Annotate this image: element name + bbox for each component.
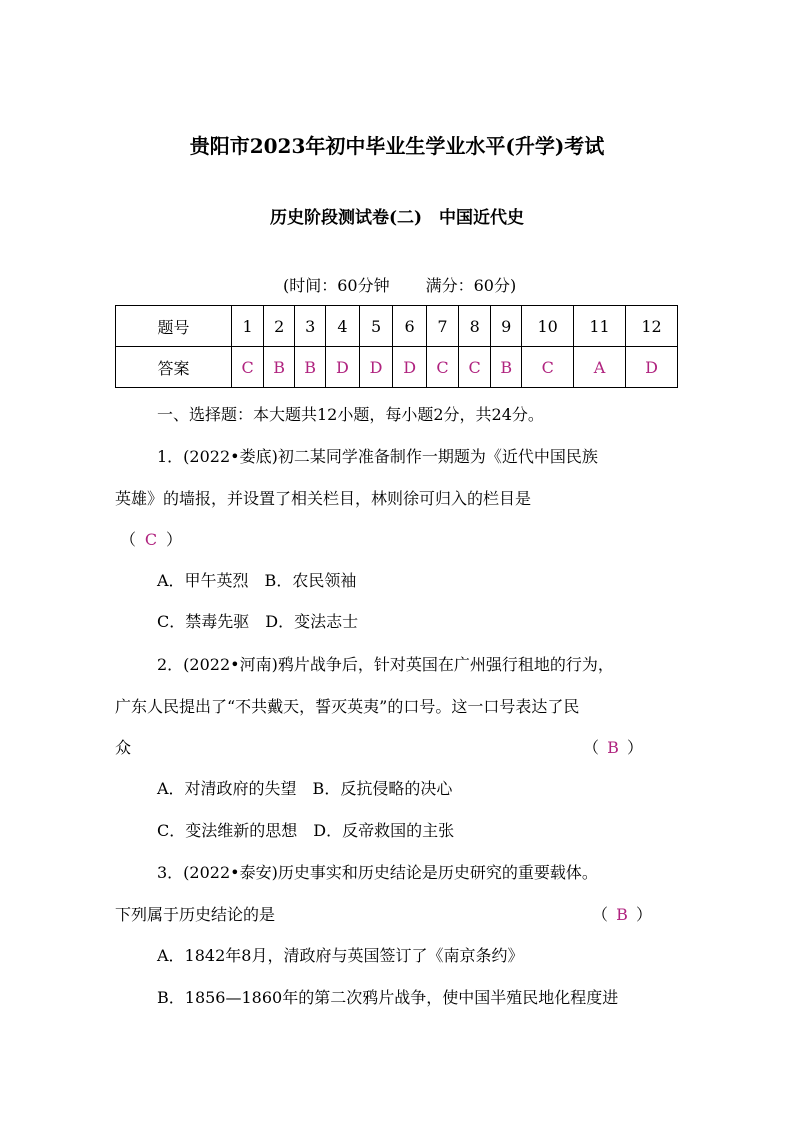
answer-cell: B (491, 347, 522, 388)
answer-label: 答案 (116, 347, 232, 388)
answer-table (115, 305, 678, 388)
full-score: 满分：60分) (425, 276, 517, 295)
q1-line2: 英雄》的墙报，并设置了相关栏目，林则徐可归入的栏目是 (115, 489, 532, 508)
answer-cell: C (426, 347, 458, 388)
q2-answer-paren (583, 735, 643, 758)
table-row (116, 347, 678, 388)
header-label: 题号 (116, 306, 232, 347)
q3-answer: B (616, 905, 628, 924)
q3-option-a: A．1842年8月，清政府与英国签订了《南京条约》 (157, 946, 524, 965)
answer-cell: D (326, 347, 360, 388)
answer-cell: D (359, 347, 393, 388)
q2-line2: 广东人民提出了“不共戴天，誓灭英夷”的口号。这一口号表达了民 (115, 697, 580, 716)
q3-option-b: B．1856—1860年的第二次鸦片战争，使中国半殖民地化程度进 (157, 988, 619, 1007)
q2-options-cd: C．变法维新的思想 D．反帝救国的主张 (157, 821, 455, 840)
time-limit: (时间：60分钟 (283, 276, 390, 295)
paren-open: （ (120, 530, 137, 549)
question-number: 10 (522, 306, 574, 347)
exam-title: 贵阳市2023年初中毕业生学业水平(升学)考试 (189, 134, 605, 158)
paren-open: （ (583, 738, 600, 757)
answer-cell: C (232, 347, 264, 388)
table-row (116, 306, 678, 347)
question-number: 4 (326, 306, 360, 347)
question-number: 6 (393, 306, 427, 347)
question-number: 11 (574, 306, 626, 347)
q2-options-ab: A．对清政府的失望 B．反抗侵略的决心 (157, 779, 453, 798)
question-number: 9 (491, 306, 522, 347)
q3-answer-paren (592, 902, 652, 925)
question-number: 5 (359, 306, 393, 347)
q1-answer: C (144, 530, 158, 549)
paren-close: ） (627, 738, 644, 757)
question-number: 8 (459, 306, 491, 347)
q3-line1: 3．(2022•泰安)历史事实和历史结论是历史研究的重要载体。 (157, 863, 598, 882)
question-number: 7 (426, 306, 458, 347)
paren-close: ） (636, 905, 653, 924)
question-number: 2 (264, 306, 295, 347)
question-number: 3 (295, 306, 326, 347)
q1-options-cd: C．禁毒先驱 D．变法志士 (157, 612, 359, 631)
section-heading: 一、选择题：本大题共12小题，每小题2分，共24分。 (157, 405, 544, 424)
paren-open: （ (592, 905, 609, 924)
answer-cell: B (264, 347, 295, 388)
q1-options-ab: A．甲午英烈 B．农民领袖 (157, 571, 357, 590)
exam-subtitle: 历史阶段测试卷(二) 中国近代史 (269, 208, 525, 228)
q3-line2: 下列属于历史结论的是 (115, 905, 276, 924)
paren-close: ） (166, 530, 183, 549)
question-number: 12 (626, 306, 678, 347)
answer-cell: D (626, 347, 678, 388)
q2-line1: 2．(2022•河南)鸦片战争后，针对英国在广州强行租地的行为， (157, 655, 614, 674)
question-number: 1 (232, 306, 264, 347)
answer-cell: A (574, 347, 626, 388)
q1-line1: 1．(2022•娄底)初二某同学准备制作一期题为《近代中国民族 (157, 447, 598, 466)
q1-answer-paren (120, 527, 182, 550)
answer-cell: C (459, 347, 491, 388)
q2-line3: 众 (115, 738, 132, 757)
answer-cell: C (522, 347, 574, 388)
time-info (283, 273, 516, 296)
q2-answer: B (607, 738, 619, 757)
answer-cell: B (295, 347, 326, 388)
answer-cell: D (393, 347, 427, 388)
